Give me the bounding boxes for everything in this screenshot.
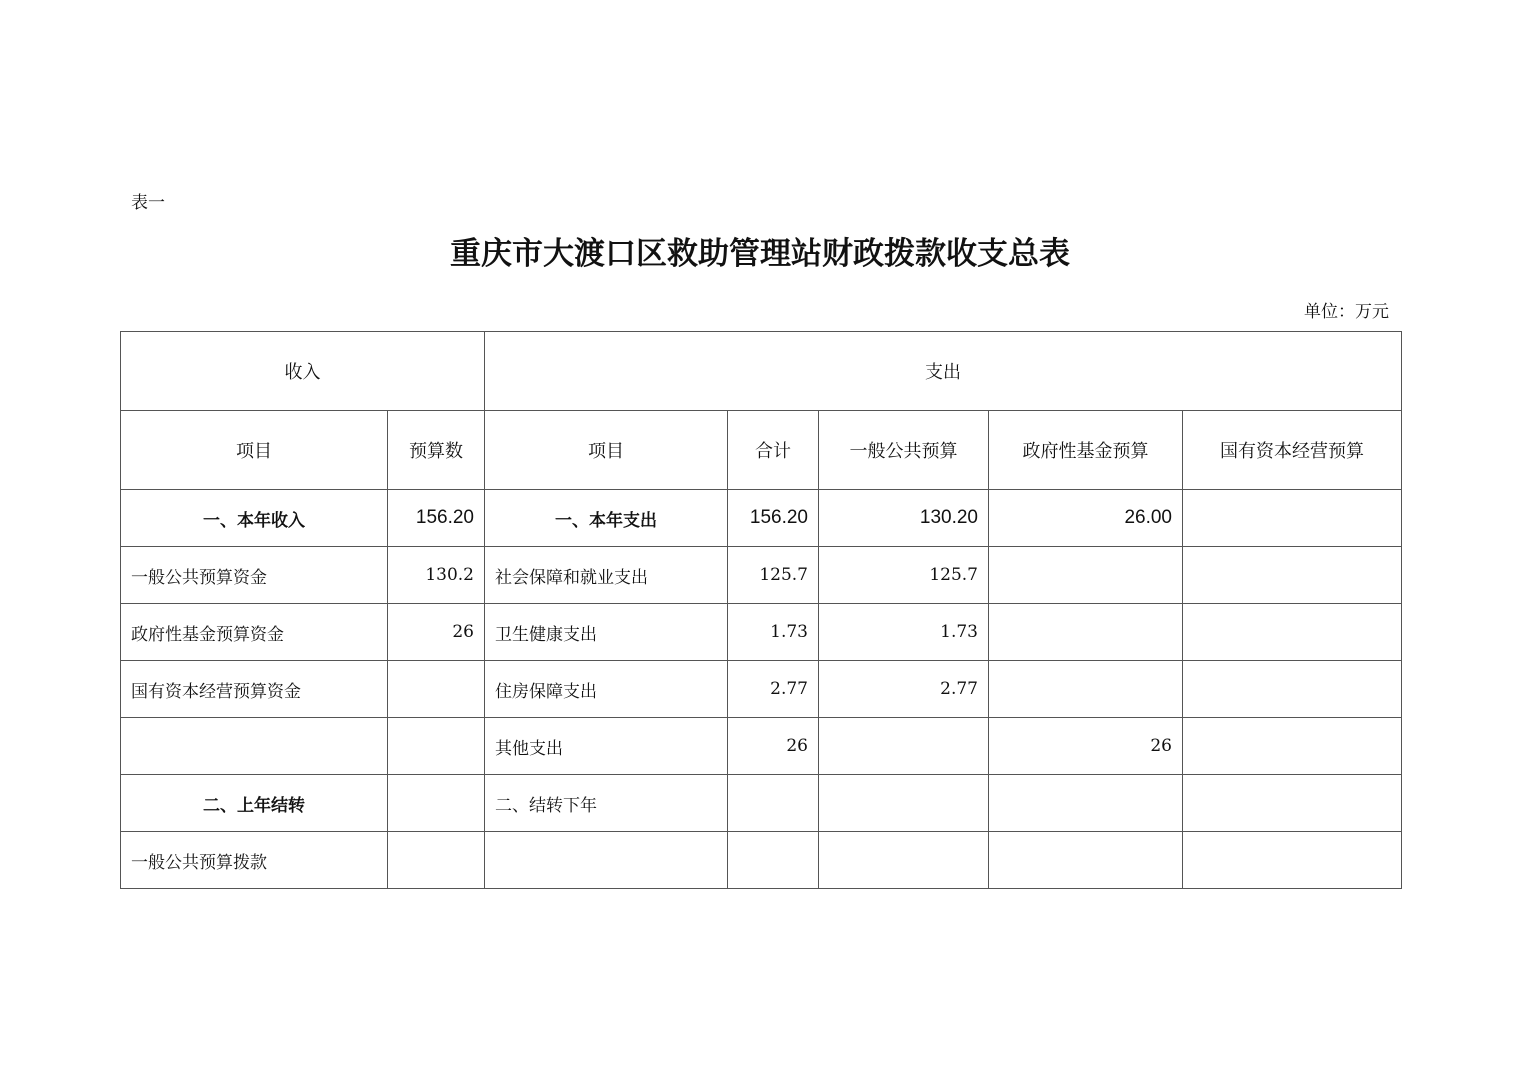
income-item: 国有资本经营预算资金: [121, 661, 388, 718]
col-state: 国有资本经营预算: [1183, 411, 1402, 490]
unit-label: 单位：万元: [1304, 302, 1389, 322]
expense-fund: 26: [989, 718, 1183, 775]
expense-state: [1183, 604, 1402, 661]
col-general: 一般公共预算: [819, 411, 989, 490]
expense-fund: [989, 547, 1183, 604]
expense-general: 1.73: [819, 604, 989, 661]
expense-fund: [989, 604, 1183, 661]
expense-general: [819, 775, 989, 832]
table-row: [121, 604, 1402, 661]
table-row: [121, 547, 1402, 604]
expense-item: 卫生健康支出: [485, 604, 728, 661]
expense-general: [819, 718, 989, 775]
expense-state: [1183, 661, 1402, 718]
expense-total: [728, 832, 819, 889]
table-row: [121, 718, 1402, 775]
expense-item: 二、结转下年: [485, 775, 728, 832]
expense-general: 125.7: [819, 547, 989, 604]
expense-item: 一、本年支出: [485, 490, 728, 547]
income-item: 一般公共预算拨款: [121, 832, 388, 889]
income-item: 二、上年结转: [121, 775, 388, 832]
income-budget: 26: [388, 604, 485, 661]
header-row-columns: [121, 411, 1402, 490]
expense-general: [819, 832, 989, 889]
col-expense-item: 项目: [485, 411, 728, 490]
income-item: 政府性基金预算资金: [121, 604, 388, 661]
expense-state: [1183, 718, 1402, 775]
expense-state: [1183, 490, 1402, 547]
expense-state: [1183, 775, 1402, 832]
expense-general: 2.77: [819, 661, 989, 718]
expense-item: 其他支出: [485, 718, 728, 775]
income-budget: [388, 661, 485, 718]
expense-total: 2.77: [728, 661, 819, 718]
table-row: [121, 661, 1402, 718]
table-row: [121, 832, 1402, 889]
expense-total: 156.20: [728, 490, 819, 547]
income-item: 一般公共预算资金: [121, 547, 388, 604]
expense-state: [1183, 547, 1402, 604]
header-row-group: [121, 332, 1402, 411]
expense-item: [485, 832, 728, 889]
expense-fund: [989, 775, 1183, 832]
income-budget: [388, 775, 485, 832]
income-budget: 156.20: [388, 490, 485, 547]
income-item: 一、本年收入: [121, 490, 388, 547]
expense-fund: 26.00: [989, 490, 1183, 547]
expense-fund: [989, 661, 1183, 718]
income-header: 收入: [121, 332, 485, 411]
expense-fund: [989, 832, 1183, 889]
expense-general: 130.20: [819, 490, 989, 547]
expense-state: [1183, 832, 1402, 889]
col-income-item: 项目: [121, 411, 388, 490]
expense-total: [728, 775, 819, 832]
budget-table: [120, 331, 1402, 889]
table-label: 表一: [131, 193, 165, 213]
col-fund: 政府性基金预算: [989, 411, 1183, 490]
table-row: [121, 490, 1402, 547]
expense-header: 支出: [485, 332, 1402, 411]
income-budget: 130.2: [388, 547, 485, 604]
table-row: [121, 775, 1402, 832]
col-income-budget: 预算数: [388, 411, 485, 490]
income-item: [121, 718, 388, 775]
col-total: 合计: [728, 411, 819, 490]
expense-total: 26: [728, 718, 819, 775]
page-title: 重庆市大渡口区救助管理站财政拨款收支总表: [450, 236, 1070, 272]
expense-item: 住房保障支出: [485, 661, 728, 718]
income-budget: [388, 718, 485, 775]
expense-item: 社会保障和就业支出: [485, 547, 728, 604]
income-budget: [388, 832, 485, 889]
expense-total: 125.7: [728, 547, 819, 604]
expense-total: 1.73: [728, 604, 819, 661]
